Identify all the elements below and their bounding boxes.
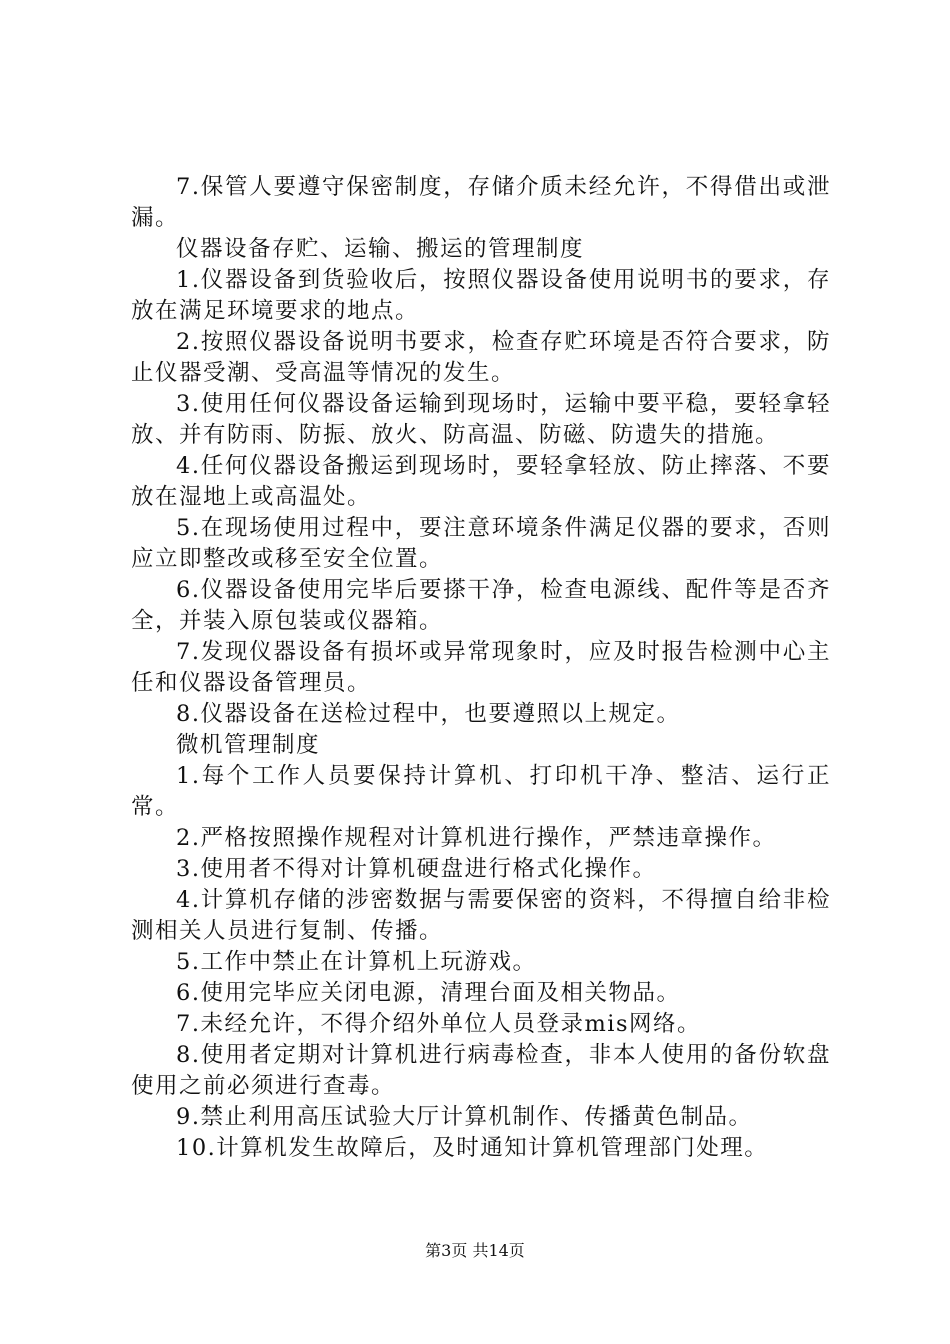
paragraph: 2.严格按照操作规程对计算机进行操作，严禁违章操作。 (176, 825, 777, 851)
paragraph: 7.发现仪器设备有损坏或异常现象时，应及时报告检测中心主任和仪器设备管理员。 (131, 639, 831, 696)
paragraph: 5.在现场使用过程中，要注意环境条件满足仪器的要求，否则应立即整改或移至安全位置。 (131, 515, 831, 572)
page-number-footer: 第3页 共14页 (425, 1241, 525, 1260)
paragraph: 6.仪器设备使用完毕后要搽干净，检查电源线、配件等是否齐全，并装入原包装或仪器箱。 (131, 577, 831, 634)
paragraph: 8.使用者定期对计算机进行病毒检查，非本人使用的备份软盘使用之前必须进行查毒。 (131, 1042, 831, 1099)
paragraph: 7.未经允许，不得介绍外单位人员登录mis网络。 (176, 1011, 702, 1037)
paragraph: 9.禁止利用高压试验大厅计算机制作、传播黄色制品。 (176, 1104, 753, 1130)
section-heading: 仪器设备存贮、运输、搬运的管理制度 (176, 236, 585, 262)
paragraph: 3.使用者不得对计算机硬盘进行格式化操作。 (176, 856, 657, 882)
paragraph: 4.任何仪器设备搬运到现场时，要轻拿轻放、防止摔落、不要放在湿地上或高温处。 (131, 453, 831, 510)
paragraph: 10.计算机发生故障后，及时通知计算机管理部门处理。 (176, 1135, 769, 1161)
document-body (131, 172, 831, 1164)
paragraph: 8.仪器设备在送检过程中，也要遵照以上规定。 (176, 701, 681, 727)
paragraph: 7.保管人要遵守保密制度，存储介质未经允许，不得借出或泄漏。 (131, 174, 831, 231)
paragraph: 1.仪器设备到货验收后，按照仪器设备使用说明书的要求，存放在满足环境要求的地点。 (131, 267, 831, 324)
paragraph: 1.每个工作人员要保持计算机、打印机干净、整洁、运行正常。 (131, 763, 831, 820)
paragraph: 2.按照仪器设备说明书要求，检查存贮环境是否符合要求，防止仪器受潮、受高温等情况的发生。 (131, 329, 831, 386)
section-heading: 微机管理制度 (176, 732, 321, 758)
paragraph: 5.工作中禁止在计算机上玩游戏。 (176, 949, 537, 975)
paragraph: 4.计算机存储的涉密数据与需要保密的资料，不得擅自给非检测相关人员进行复制、传播。 (131, 887, 831, 944)
paragraph: 6.使用完毕应关闭电源，清理台面及相关物品。 (176, 980, 681, 1006)
paragraph: 3.使用任何仪器设备运输到现场时，运输中要平稳，要轻拿轻放、并有防雨、防振、放火、防高温、防磁、防遗失的措施。 (131, 391, 831, 448)
